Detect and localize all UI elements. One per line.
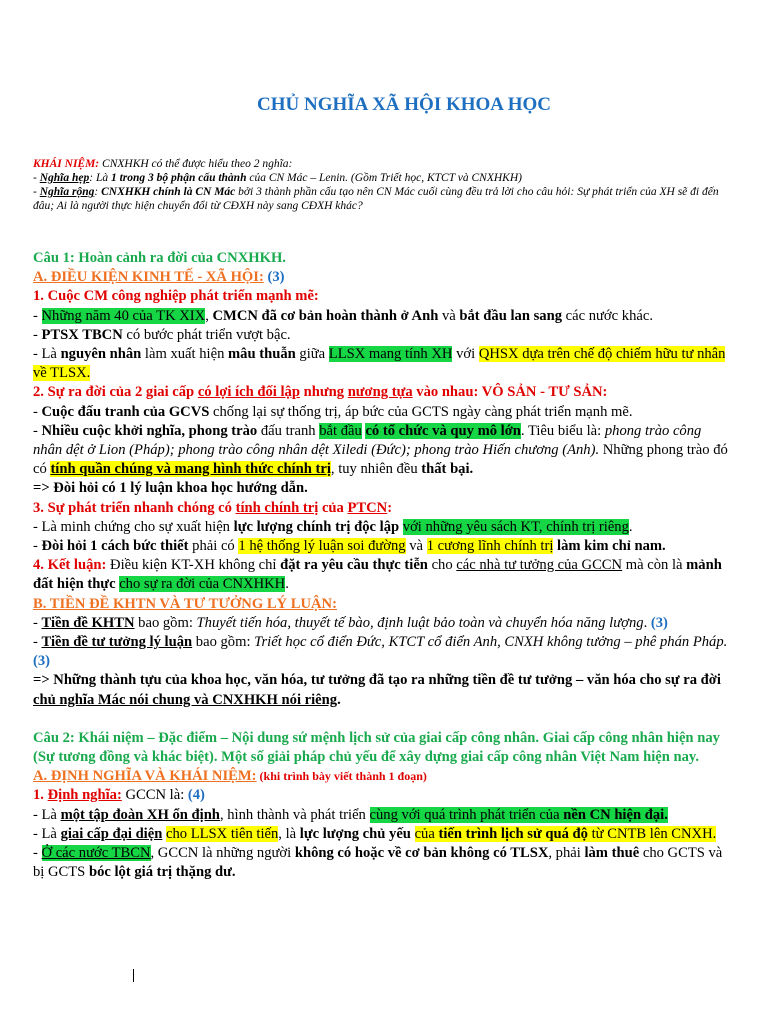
definition-line-2: - Là giai cấp đại diện cho LLSX tiên tiến, là lực lượng chủ yếu của tiến trình lịch sử quá độ từ CNTB lên CNXH.	[33, 825, 717, 842]
text-cursor	[133, 969, 134, 982]
point-2-line-1: - Cuộc đấu tranh của GCVS chống lại sự thống trị, áp bức của GCTS ngày càng phát triển mạnh mẽ.	[33, 403, 633, 420]
question-1-heading: Câu 1: Hoàn cảnh ra đời của CNXHKH.	[33, 250, 286, 266]
intro-line-3: - Nghĩa rộng: CNXHKH chính là CN Mác bởi 3 thành phần cấu tạo nên CN Mác cuối cùng đều trả lời cho câu hỏi: Sự phát triển của XH sẽ đi đến đâu; Ai là người thực hiện chuyển đổi từ CĐXH này sang CĐXH khác?	[33, 186, 719, 212]
intro-block	[33, 157, 723, 213]
point-1-line-2: - PTSX TBCN có bước phát triển vượt bậc.	[33, 326, 291, 343]
page-title: CHỦ NGHĨA XÃ HỘI KHOA HỌC	[257, 94, 551, 115]
point-2-title: 2. Sự ra đời của 2 giai cấp có lợi ích đối lập nhưng nương tựa vào nhau: VÔ SẢN - TƯ SẢN:	[33, 384, 608, 401]
concept-label: KHÁI NIỆM:	[33, 158, 100, 170]
definition-line-1: - Là một tập đoàn XH ổn định, hình thành và phát triển cùng với quá trình phát triển của nền CN hiện đại.	[33, 806, 668, 823]
point-4-conclusion: 4. Kết luận: Điều kiện KT-XH không chỉ đặt ra yêu cầu thực tiễn cho các nhà tư tưởng của GCCN mà còn là mảnh đất hiện thực cho sự ra đời của CNXHKH.	[33, 557, 722, 593]
main-content	[33, 249, 733, 883]
intro-line-2: - Nghĩa hẹp: Là 1 trong 3 bộ phận cấu thành của CN Mác – Lenin. (Gồm Triết học, KTCT và CNXHKH)	[33, 172, 522, 184]
intro-line-1: KHÁI NIỆM: CNXHKH có thể được hiểu theo 2 nghĩa:	[33, 158, 293, 170]
spacer	[33, 710, 733, 729]
section-b-line-1: - Tiền đề KHTN bao gồm: Thuyết tiến hóa, thuyết tế bào, định luật bảo toàn và chuyển hóa năng lượng. (3)	[33, 614, 668, 631]
point-1-line-3: - Là nguyên nhân làm xuất hiện mâu thuẫn giữa LLSX mang tính XH với QHSX dựa trên chế độ chiếm hữu tư nhân về TLSX.	[33, 346, 726, 382]
point-2-conclusion: => Đòi hỏi có 1 lý luận khoa học hướng dẫn.	[33, 480, 308, 497]
section-a-heading: A. ĐIỀU KIỆN KINH TẾ - XÃ HỘI: (3)	[33, 269, 285, 286]
point-1-title: 1. Cuộc CM công nghiệp phát triển mạnh mẽ:	[33, 288, 319, 305]
definition-line-3: - Ở các nước TBCN, GCCN là những người không có hoặc về cơ bản không có TLSX, phải làm thuê cho GCTS và bị GCTS bóc lột giá trị thặng dư.	[33, 845, 723, 881]
point-1-line-1: - Những năm 40 của TK XIX, CMCN đã cơ bản hoàn thành ở Anh và bắt đầu lan sang các nước khác.	[33, 307, 653, 324]
section-b-heading: B. TIỀN ĐỀ KHTN VÀ TƯ TƯỞNG LÝ LUẬN:	[33, 595, 337, 612]
q2-section-a-heading: A. ĐỊNH NGHĨA VÀ KHÁI NIỆM: (khi trình bày viết thành 1 đoạn)	[33, 768, 427, 785]
point-2-line-2: - Nhiều cuộc khởi nghĩa, phong trào đấu tranh bắt đầu có tổ chức và quy mô lớn. Tiêu biểu là: phong trào công nhân dệt ở Lion (Pháp); phong trào công nhân dệt Xiledi (Đức); phong trào Hiến chương (Anh). Những phong trào đó có tính quần chúng và mang hình thức chính trị, tuy nhiên đều thất bại.	[33, 422, 728, 478]
section-b-conclusion: => Những thành tựu của khoa học, văn hóa, tư tưởng đã tạo ra những tiền đề tư tưởng – văn hóa cho sự ra đời chủ nghĩa Mác nói chung và CNXHKH nói riêng.	[33, 672, 721, 708]
point-3-title: 3. Sự phát triển nhanh chóng có tính chính trị của PTCN:	[33, 499, 393, 516]
definition-title: 1. Định nghĩa: GCCN là: (4)	[33, 787, 205, 804]
point-3-line-1: - Là minh chứng cho sự xuất hiện lực lượng chính trị độc lập với những yêu sách KT, chính trị riêng.	[33, 518, 633, 535]
question-2-heading: Câu 2: Khái niệm – Đặc điểm – Nội dung sứ mệnh lịch sử của giai cấp công nhân. Giai cấp công nhân hiện nay (Sự tương đồng và khác biệt). Một số giải pháp chủ yếu để xây dựng giai cấp công nhân Việt Nam hiện nay.	[33, 729, 720, 766]
section-b-line-2: - Tiền đề tư tưởng lý luận bao gồm: Triết học cổ điển Đức, KTCT cổ điển Anh, CNXH không tưởng – phê phán Pháp. (3)	[33, 634, 728, 670]
point-3-line-2: - Đòi hỏi 1 cách bức thiết phải có 1 hệ thống lý luận soi đường và 1 cương lĩnh chính trị làm kim chỉ nam.	[33, 538, 666, 555]
